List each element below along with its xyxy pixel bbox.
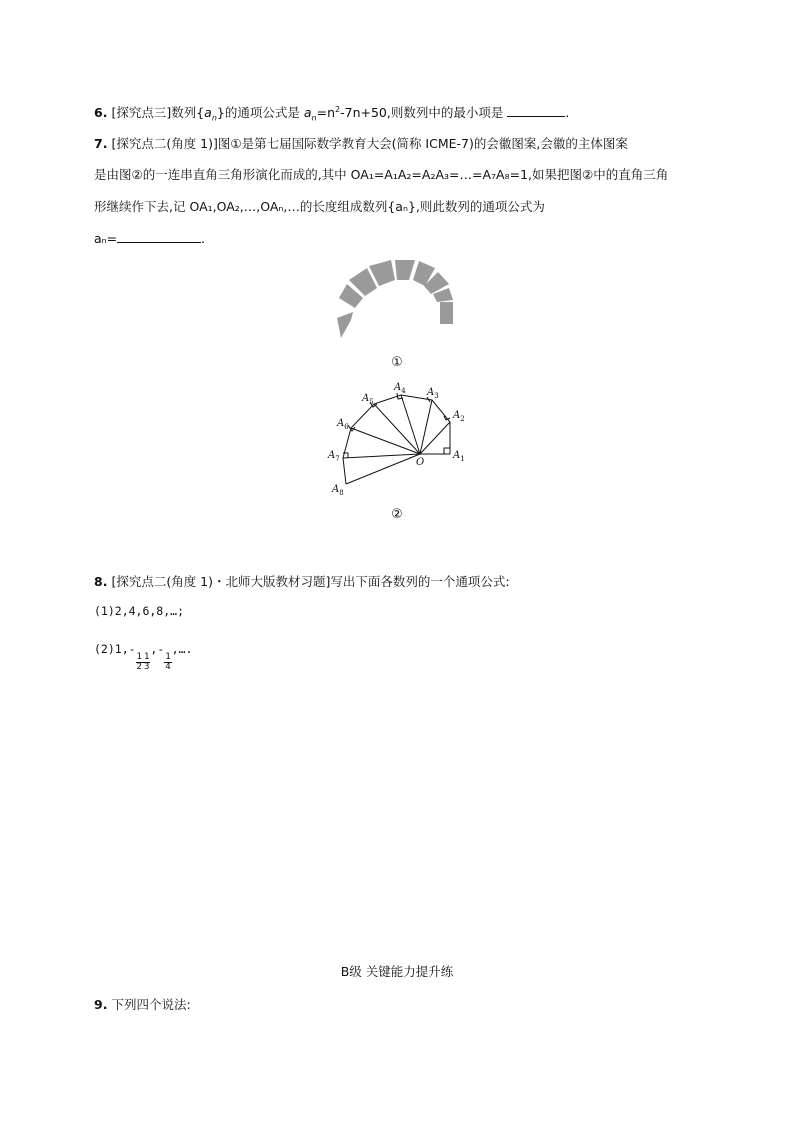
math-var: a <box>204 105 212 120</box>
question-number: 8. <box>94 574 108 589</box>
sub-question: ,…. <box>171 642 193 656</box>
fraction: $\frac{1}{2}$ <box>136 652 142 672</box>
question-number: 7. <box>94 136 108 151</box>
math-sub: n <box>311 113 317 123</box>
label-A2: $A_2$ <box>453 410 465 423</box>
label-O: O <box>416 457 425 468</box>
period: . <box>565 105 570 120</box>
period: . <box>201 231 206 246</box>
fraction: $\frac{1}{3}$ <box>143 652 150 672</box>
figure-1-caption: ① <box>391 355 403 370</box>
label-A3: $A_3$ <box>427 387 439 400</box>
emblem-segment <box>337 312 353 338</box>
answer-blank[interactable] <box>117 230 201 243</box>
question-8-part-2 <box>94 642 192 672</box>
label-A6: $A_6$ <box>337 418 349 431</box>
question-8-part-1 <box>94 604 184 618</box>
section-title: B级 关键能力提升练 <box>340 964 454 979</box>
answer-prefix: aₙ= <box>94 231 118 246</box>
sub-question: (2)1,- <box>94 642 136 656</box>
sub-question: (1)2,4,6,8,…; <box>94 604 185 618</box>
question-text: }的通项公式是 <box>216 105 300 120</box>
emblem-segment <box>395 260 415 280</box>
question-7-line-4 <box>94 230 205 246</box>
sub-question: ,- <box>150 642 165 656</box>
question-text: [探究点二(角度 1)]图①是第七届国际数学教育大会(简称 ICME-7)的会徽图案,会徽的主体图案 <box>111 136 628 151</box>
question-text: [探究点三]数列{ <box>111 105 205 120</box>
figure-2-caption: ② <box>391 507 403 522</box>
math-sub: n <box>211 113 217 123</box>
label-A4: $A_4$ <box>394 382 406 395</box>
math-var: a <box>303 105 312 120</box>
question-6 <box>94 103 569 123</box>
fraction: $\frac{1}{4}$ <box>165 652 171 672</box>
figure-1-emblem <box>335 258 465 342</box>
label-A7: $A_7$ <box>328 450 340 463</box>
question-7-line-1 <box>94 134 628 152</box>
label-A5: $A_5$ <box>362 393 374 406</box>
question-text: 形继续作下去,记 OA₁,OA₂,…,OAₙ,…的长度组成数列{aₙ},则此数列的通项公式为 <box>94 199 545 214</box>
formula: $=n^2-7n+50$,则数列中的最小项是 <box>316 104 504 120</box>
question-7-line-2 <box>94 165 668 183</box>
question-text: 是由图②的一连串直角三角形演化而成的,其中 OA₁=A₁A₂=A₂A₃=…=A₇A₈=1,如果把图②中的直角三角 <box>94 167 669 182</box>
question-number: 9. <box>94 997 108 1012</box>
question-7-line-3 <box>94 197 545 215</box>
label-A1: $A_1$ <box>453 450 465 463</box>
question-number: 6. <box>94 105 108 120</box>
emblem-segment <box>440 302 453 324</box>
answer-blank[interactable] <box>507 104 565 117</box>
question-text: [探究点二(角度 1)・北师大版教材习题]写出下面各数列的一个通项公式: <box>111 574 510 589</box>
figure-2-spiral <box>326 380 476 500</box>
question-text: 下列四个说法: <box>111 997 191 1012</box>
label-A8: $A_8$ <box>332 484 344 497</box>
question-9 <box>94 995 191 1013</box>
question-8 <box>94 572 510 590</box>
